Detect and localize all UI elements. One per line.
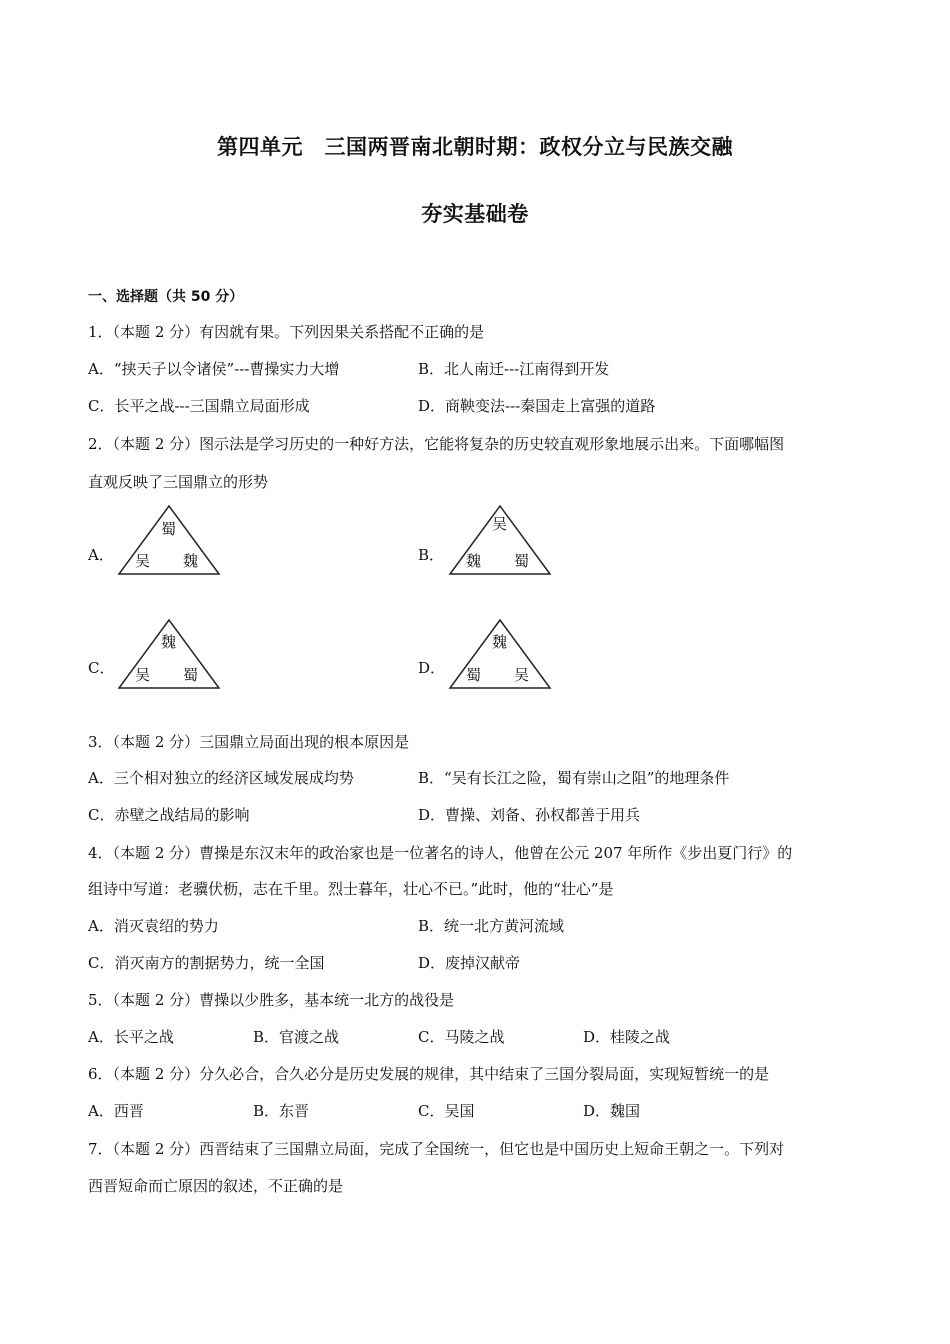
q2-option-b-triangle[interactable] xyxy=(448,504,552,576)
triangle-top-label: 魏 xyxy=(161,633,177,651)
question-2-line2: 直观反映了三国鼎立的形势 xyxy=(88,473,269,491)
q2-option-c-triangle[interactable] xyxy=(117,618,221,690)
triangle-diagram xyxy=(448,618,552,690)
q2-option-b-letter[interactable]: B． xyxy=(418,546,445,564)
triangle-left-label: 魏 xyxy=(466,552,482,570)
q3-option-a[interactable]: A．三个相对独立的经济区域发展成均势 xyxy=(88,769,354,787)
question-7-line2: 西晋短命而亡原因的叙述，不正确的是 xyxy=(88,1177,344,1195)
q1-option-a[interactable]: A．“挟天子以令诸侯”---曹操实力大增 xyxy=(88,360,340,378)
q6-option-c[interactable]: C．吴国 xyxy=(418,1102,475,1120)
question-number: 2． xyxy=(88,435,113,453)
question-number: 7． xyxy=(88,1140,113,1158)
question-number: 5． xyxy=(88,991,113,1009)
section-heading: 一、选择题（共 50 分） xyxy=(88,289,244,305)
triangle-right-label: 吴 xyxy=(514,666,530,684)
page-title: 第四单元 三国两晋南北朝时期：政权分立与民族交融 xyxy=(217,135,733,159)
q4-option-c[interactable]: C．消灭南方的割据势力，统一全国 xyxy=(88,954,325,972)
question-1 xyxy=(88,322,484,342)
triangle-right-label: 魏 xyxy=(183,552,199,570)
question-3 xyxy=(88,732,409,752)
question-text: （本题 2 分）图示法是学习历史的一种好方法，它能将复杂的历史较直观形象地展示出来。下面哪幅图 xyxy=(112,435,785,453)
q2-option-d-triangle[interactable] xyxy=(448,618,552,690)
question-number: 1． xyxy=(88,323,113,341)
q5-option-d[interactable]: D．桂陵之战 xyxy=(583,1028,671,1046)
q6-option-a[interactable]: A．西晋 xyxy=(88,1102,144,1120)
question-text: （本题 2 分）三国鼎立局面出现的根本原因是 xyxy=(112,733,410,751)
question-text: （本题 2 分）分久必合，合久必分是历史发展的规律，其中结束了三国分裂局面，实现短暂统一的是 xyxy=(112,1065,770,1083)
q4-option-d[interactable]: D．废掉汉献帝 xyxy=(418,954,521,972)
question-text: （本题 2 分）有因就有果。下列因果关系搭配不正确的是 xyxy=(112,323,485,341)
triangle-left-label: 蜀 xyxy=(466,666,482,684)
question-number: 3． xyxy=(88,733,113,751)
q4-option-a[interactable]: A．消灭袁绍的势力 xyxy=(88,917,219,935)
q2-option-a-triangle[interactable] xyxy=(117,504,221,576)
q6-option-b[interactable]: B．东晋 xyxy=(253,1102,310,1120)
page-subtitle: 夯实基础卷 xyxy=(421,202,529,226)
question-text: （本题 2 分）曹操以少胜多，基本统一北方的战役是 xyxy=(112,991,455,1009)
q1-option-d[interactable]: D．商鞅变法---秦国走上富强的道路 xyxy=(418,397,656,415)
q4-option-b[interactable]: B．统一北方黄河流域 xyxy=(418,917,565,935)
q5-option-b[interactable]: B．官渡之战 xyxy=(253,1028,340,1046)
triangle-right-label: 蜀 xyxy=(514,552,530,570)
q2-option-a-letter[interactable]: A． xyxy=(88,546,114,564)
q3-option-b[interactable]: B．“吴有长江之险，蜀有崇山之阻”的地理条件 xyxy=(418,769,730,787)
q2-option-d-letter[interactable]: D． xyxy=(418,659,446,677)
q1-option-c[interactable]: C．长平之战---三国鼎立局面形成 xyxy=(88,397,310,415)
question-4 xyxy=(88,843,792,863)
q2-option-c-letter[interactable]: C． xyxy=(88,659,115,677)
question-7 xyxy=(88,1139,784,1159)
triangle-left-label: 吴 xyxy=(135,666,151,684)
q3-option-d[interactable]: D．曹操、刘备、孙权都善于用兵 xyxy=(418,806,641,824)
q5-option-a[interactable]: A．长平之战 xyxy=(88,1028,174,1046)
question-2 xyxy=(88,434,784,454)
triangle-top-label: 蜀 xyxy=(161,520,177,538)
q5-option-c[interactable]: C．马陵之战 xyxy=(418,1028,505,1046)
q3-option-c[interactable]: C．赤壁之战结局的影响 xyxy=(88,806,250,824)
question-text: （本题 2 分）西晋结束了三国鼎立局面，完成了全国统一，但它也是中国历史上短命王朝之一。下列对 xyxy=(112,1140,785,1158)
question-6 xyxy=(88,1064,769,1084)
question-number: 6． xyxy=(88,1065,113,1083)
q1-option-b[interactable]: B．北人南迁---江南得到开发 xyxy=(418,360,610,378)
triangle-diagram xyxy=(117,618,221,690)
triangle-top-label: 吴 xyxy=(492,515,508,533)
question-4-line2: 组诗中写道：老骥伏枥，志在千里。烈士暮年，壮心不已。”此时，他的“壮心”是 xyxy=(88,880,614,898)
triangle-right-label: 蜀 xyxy=(183,666,199,684)
question-5 xyxy=(88,990,454,1010)
q6-option-d[interactable]: D．魏国 xyxy=(583,1102,641,1120)
question-text: （本题 2 分）曹操是东汉末年的政治家也是一位著名的诗人，他曾在公元 207 年所作《步出夏门行》的 xyxy=(112,844,793,862)
triangle-left-label: 吴 xyxy=(135,552,151,570)
triangle-top-label: 魏 xyxy=(492,633,508,651)
question-number: 4． xyxy=(88,844,113,862)
triangle-diagram xyxy=(117,504,221,576)
